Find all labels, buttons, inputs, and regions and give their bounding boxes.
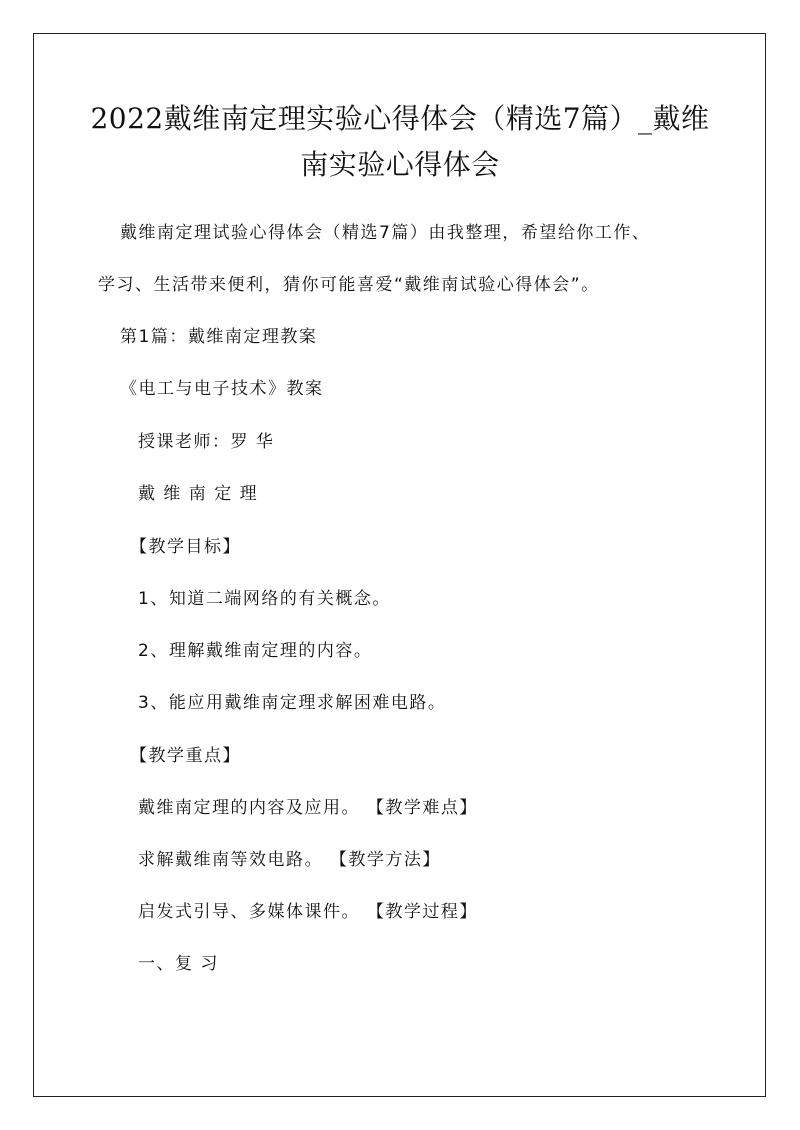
page-border [33, 33, 766, 1097]
objective-2: 2、理解戴维南定理的内容。 [138, 641, 373, 661]
key-points-line: 戴维南定理的内容及应用。 【教学难点】 [138, 798, 478, 818]
objectives-heading: 【教学目标】 [130, 537, 241, 557]
objective-1: 1、知道二端网络的有关概念。 [138, 589, 391, 609]
intro-line-1: 戴维南定理试验心得体会（精选7篇）由我整理，希望给你工作、 [120, 223, 651, 243]
difficulty-line: 求解戴维南等效电路。 【教学方法】 [138, 850, 441, 870]
document-title: 2022戴维南定理实验心得体会（精选7篇）_戴维南实验心得体会 [90, 102, 710, 181]
course-title: 《电工与电子技术》教案 [120, 379, 324, 399]
teacher-line: 授课老师：罗 华 [138, 432, 275, 452]
section-heading: 第1篇：戴维南定理教案 [120, 327, 318, 347]
method-line: 启发式引导、多媒体课件。 【教学过程】 [138, 902, 478, 922]
intro-line-2: 学习、生活带来便利，猜你可能喜爱“戴维南试验心得体会”。 [98, 275, 600, 295]
key-points-heading: 【教学重点】 [130, 746, 241, 766]
objective-3: 3、能应用戴维南定理求解困难电路。 [138, 693, 447, 713]
process-step-1: 一、复 习 [138, 954, 219, 974]
lesson-title: 戴 维 南 定 理 [138, 484, 259, 504]
